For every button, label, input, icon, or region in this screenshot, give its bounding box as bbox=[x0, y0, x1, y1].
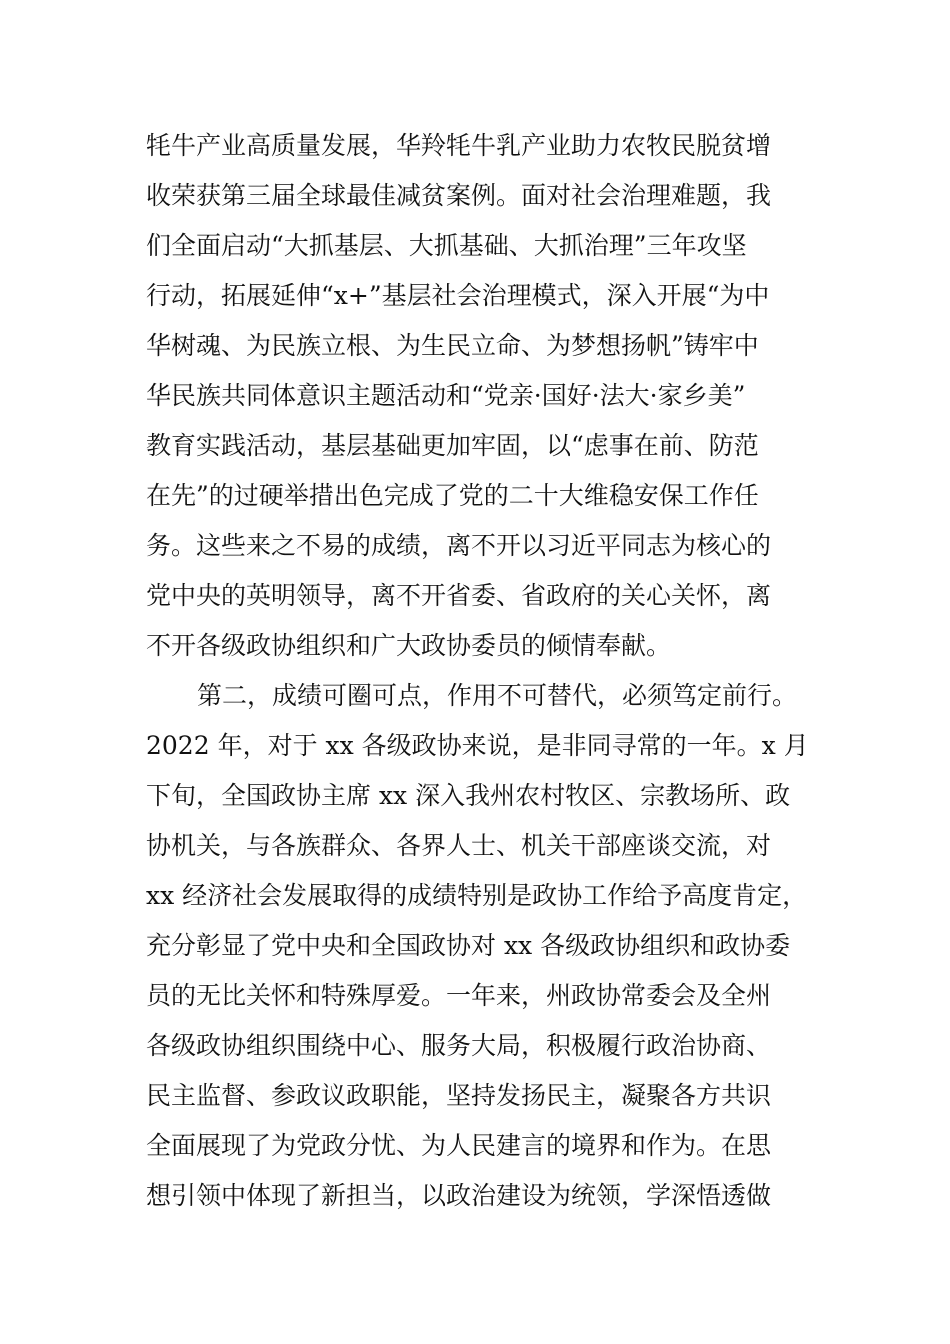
text-line: 想引领中体现了新担当，以政治建设为统领，学深悟透做 bbox=[146, 1181, 772, 1210]
text-line: 员的无比关怀和特殊厚爱。一年来，州政协常委会及全州 bbox=[146, 981, 772, 1010]
text-line: 协机关，与各族群众、各界人士、机关干部座谈交流，对 bbox=[146, 831, 772, 860]
text-line: 党中央的英明领导，离不开省委、省政府的关心关怀，离 bbox=[146, 581, 772, 610]
text-line: 华树魂、为民族立根、为生民立命、为梦想扬帆”铸牢中 bbox=[146, 331, 759, 360]
text-line: xx 经济社会发展取得的成绩特别是政协工作给予高度肯定， bbox=[146, 881, 808, 910]
text-line: 们全面启动“大抓基层、大抓基础、大抓治理”三年攻坚 bbox=[146, 231, 747, 260]
text-line: 2022 年，对于 xx 各级政协来说，是非同寻常的一年。x 月 bbox=[146, 731, 809, 760]
text-line: 下旬，全国政协主席 xx 深入我州农村牧区、宗教场所、政 bbox=[146, 781, 791, 810]
text-line: 牦牛产业高质量发展，华羚牦牛乳产业助力农牧民脱贫增 bbox=[146, 131, 772, 160]
text-line: 全面展现了为党政分忧、为人民建言的境界和作为。在思 bbox=[146, 1131, 772, 1160]
text-line: 不开各级政协组织和广大政协委员的倾情奉献。 bbox=[146, 631, 672, 660]
text-line: 教育实践活动，基层基础更加牢固，以“虑事在前、防范 bbox=[146, 431, 759, 460]
paragraph-first-line: 第二，成绩可圈可点，作用不可替代，必须笃定前行。 bbox=[197, 681, 798, 710]
text-line: 各级政协组织围绕中心、服务大局，积极履行政治协商、 bbox=[146, 1031, 772, 1060]
text-line: 充分彰显了党中央和全国政协对 xx 各级政协组织和政协委 bbox=[146, 931, 791, 960]
text-line: 民主监督、参政议政职能，坚持发扬民主，凝聚各方共识 bbox=[146, 1081, 772, 1110]
text-line: 行动，拓展延伸“x+”基层社会治理模式，深入开展“为中 bbox=[146, 281, 770, 310]
text-line: 华民族共同体意识主题活动和“党亲·国好·法大·家乡美” bbox=[146, 381, 746, 410]
text-line: 务。这些来之不易的成绩，离不开以习近平同志为核心的 bbox=[146, 531, 772, 560]
text-line: 在先”的过硬举措出色完成了党的二十大维稳安保工作任 bbox=[146, 481, 759, 510]
text-line: 收荣获第三届全球最佳减贫案例。面对社会治理难题，我 bbox=[146, 181, 772, 210]
